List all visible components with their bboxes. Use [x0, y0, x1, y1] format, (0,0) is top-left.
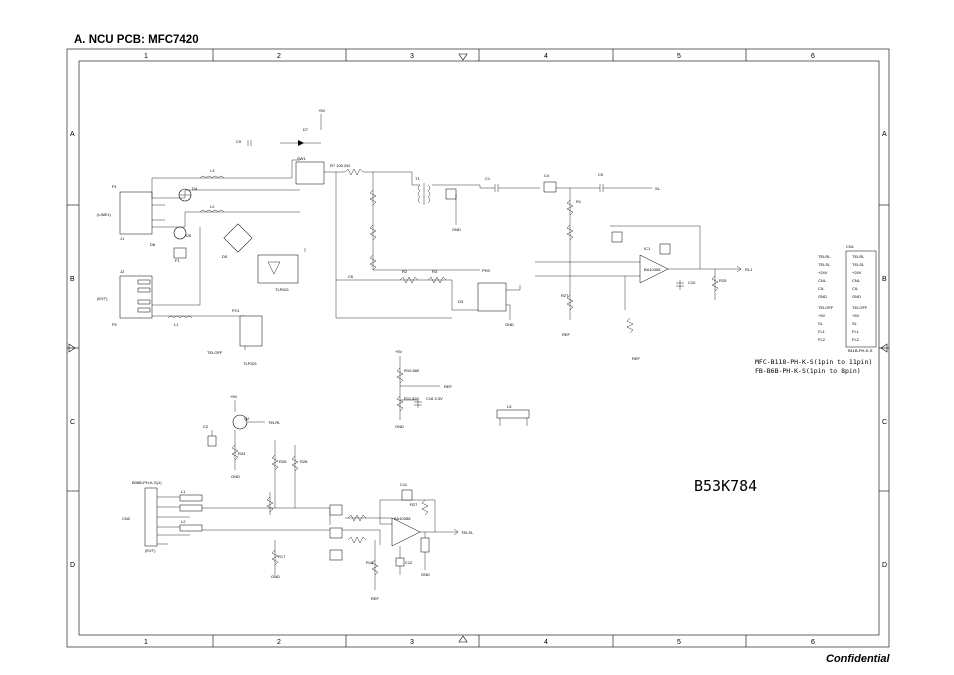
signal-path-top	[480, 172, 661, 262]
bridge-rectifier	[222, 224, 305, 292]
pc1-opto	[207, 308, 262, 366]
svg-text:C10: C10	[688, 280, 696, 285]
svg-text:REF: REF	[371, 596, 379, 601]
svg-text:GND: GND	[271, 574, 280, 579]
svg-text:TELSL: TELSL	[852, 262, 865, 267]
col-4-bottom: 4	[544, 639, 548, 646]
column-labels	[144, 53, 815, 646]
svg-text:CN2: CN2	[122, 516, 131, 521]
row-d-left: D	[70, 562, 76, 569]
page-title: A. NCU PCB: MFC7420	[74, 34, 199, 46]
outer-frame	[67, 49, 889, 647]
svg-text:R3: R3	[432, 269, 438, 274]
col-5-bottom: 5	[677, 639, 681, 646]
row-d-right: D	[882, 562, 888, 569]
svg-text:SW1: SW1	[297, 156, 306, 161]
svg-text:FL2: FL2	[818, 337, 825, 342]
svg-text:(EXT): (EXT)	[97, 296, 108, 301]
svg-text:D4: D4	[192, 186, 198, 191]
cn1-connector	[818, 244, 876, 353]
svg-text:C2: C2	[203, 424, 209, 429]
svg-text:L3: L3	[210, 168, 215, 173]
svg-text:TELOFF: TELOFF	[818, 305, 834, 310]
d6-surge-icon	[174, 227, 186, 239]
q2-transistor-area	[203, 394, 281, 479]
svg-text:FL1: FL1	[852, 329, 859, 334]
svg-text:R10 680: R10 680	[404, 368, 420, 373]
line-connector-j1	[97, 184, 165, 241]
svg-text:C16 3.3V: C16 3.3V	[426, 396, 443, 401]
connector-note-2: FB-B6B-PH-K-S(1pin to 8pin)	[755, 367, 861, 375]
svg-text:TLP321: TLP321	[243, 361, 258, 366]
svg-text:(LINE1): (LINE1)	[97, 212, 111, 217]
svg-text:TELSL: TELSL	[461, 530, 474, 535]
l1-coil-icon	[168, 316, 192, 318]
svg-text:TELSL: TELSL	[818, 262, 831, 267]
center-mark-top	[459, 54, 467, 60]
svg-text:TELRL: TELRL	[268, 420, 281, 425]
svg-text:CNL: CNL	[818, 278, 827, 283]
svg-text:GND: GND	[452, 227, 461, 232]
svg-text:RL1: RL1	[745, 267, 753, 272]
col-5-top: 5	[677, 53, 681, 60]
svg-text:FL2: FL2	[852, 337, 859, 342]
svg-text:REF: REF	[562, 332, 570, 337]
svg-text:REF: REF	[444, 384, 452, 389]
svg-text:C5: C5	[598, 172, 604, 177]
svg-text:+24V: +24V	[818, 270, 828, 275]
col-3-top: 3	[410, 53, 414, 60]
d7-diode-icon	[298, 140, 304, 146]
l2-coil-icon	[200, 210, 224, 212]
svg-text:+5V: +5V	[230, 394, 238, 399]
svg-text:TLP621: TLP621	[275, 287, 290, 292]
svg-text:P1: P1	[112, 184, 117, 189]
row-a-left: A	[70, 131, 75, 138]
svg-text:C9: C9	[236, 139, 242, 144]
svg-text:TELRL: TELRL	[818, 254, 831, 259]
connector-notes	[755, 358, 872, 375]
col-6-bottom: 6	[811, 639, 815, 646]
svg-text:D5: D5	[222, 254, 228, 259]
row-a-right: A	[882, 131, 887, 138]
row-c-right: C	[882, 419, 888, 426]
svg-text:SL: SL	[655, 186, 660, 191]
svg-text:R27: R27	[561, 293, 569, 298]
svg-text:D3: D3	[458, 299, 464, 304]
svg-text:CIL: CIL	[818, 286, 825, 291]
svg-text:J2: J2	[120, 269, 125, 274]
svg-text:C4: C4	[544, 173, 550, 178]
svg-text:L1: L1	[174, 322, 179, 327]
svg-text:SL: SL	[818, 321, 823, 326]
svg-text:BA10358: BA10358	[644, 267, 661, 272]
svg-text:+5V: +5V	[818, 313, 826, 318]
svg-text:L2: L2	[181, 519, 186, 524]
hook-switch-area	[236, 108, 412, 184]
row-b-left: B	[70, 276, 75, 283]
ic-amp-lower	[330, 482, 474, 601]
board-code: B53K784	[694, 477, 758, 495]
col-1-top: 1	[144, 53, 148, 60]
svg-text:TELOFF: TELOFF	[852, 305, 868, 310]
svg-text:R24: R24	[238, 451, 246, 456]
row-b-right: B	[882, 276, 887, 283]
svg-text:L5: L5	[507, 404, 512, 409]
svg-text:PC1: PC1	[232, 308, 240, 313]
r7-resistor-icon	[345, 169, 363, 175]
handset-bus	[202, 440, 380, 579]
ph3-photocoupler	[336, 172, 520, 327]
col-6-top: 6	[811, 53, 815, 60]
connector-note-1: MFC-B118-PH-K-S(1pin to 11pin)	[755, 358, 873, 366]
svg-text:R2: R2	[402, 269, 408, 274]
svg-text:BA10358: BA10358	[394, 516, 411, 521]
svg-text:T1: T1	[415, 176, 420, 181]
svg-text:D5: D5	[186, 233, 192, 238]
sw1-relay	[296, 162, 324, 184]
frame-ticks	[67, 49, 889, 647]
svg-text:GND: GND	[852, 294, 861, 299]
svg-text:R18: R18	[366, 560, 374, 565]
svg-text:IC1: IC1	[644, 246, 651, 251]
svg-text:+5V: +5V	[852, 313, 860, 318]
svg-text:TELRL: TELRL	[852, 254, 865, 259]
svg-text:CIL: CIL	[852, 286, 859, 291]
svg-text:L2: L2	[210, 204, 215, 209]
svg-text:F1: F1	[175, 258, 180, 263]
svg-text:GND: GND	[395, 424, 404, 429]
svg-text:C11: C11	[400, 482, 408, 487]
col-1-bottom: 1	[144, 639, 148, 646]
col-2-top: 2	[277, 53, 281, 60]
tlp621-optocoupler	[258, 255, 298, 283]
col-2-bottom: 2	[277, 639, 281, 646]
resistor-ladder	[370, 172, 480, 270]
svg-text:R28: R28	[300, 459, 308, 464]
svg-text:(EXT): (EXT)	[145, 548, 156, 553]
col-3-bottom: 3	[410, 639, 414, 646]
f1-fuse-icon	[174, 248, 186, 258]
confidential-footer: Confidential	[826, 653, 890, 665]
svg-text:C1: C1	[485, 176, 491, 181]
reference-divider	[395, 349, 453, 429]
svg-text:PH3: PH3	[482, 268, 490, 273]
inner-frame	[79, 61, 879, 635]
ic1-opamp	[535, 226, 753, 361]
ext-connector-j2	[97, 269, 152, 327]
svg-text:FL1: FL1	[818, 329, 825, 334]
svg-text:C6: C6	[348, 274, 354, 279]
row-labels	[70, 131, 887, 569]
l5-ferrite	[497, 404, 529, 426]
col-4-top: 4	[544, 53, 548, 60]
svg-text:R7 100 2W: R7 100 2W	[330, 163, 351, 168]
svg-text:Q2: Q2	[244, 416, 250, 421]
svg-text:J1: J1	[120, 236, 125, 241]
center-mark-bottom	[459, 636, 467, 642]
svg-text:GND: GND	[421, 572, 430, 577]
svg-text:C12: C12	[405, 560, 413, 565]
l3-coil-icon	[200, 176, 224, 178]
svg-text:D7: D7	[303, 127, 309, 132]
svg-text:CNL: CNL	[852, 278, 861, 283]
svg-text:R11 820: R11 820	[404, 396, 419, 401]
svg-text:+5V: +5V	[318, 108, 326, 113]
svg-text:+24V: +24V	[852, 270, 862, 275]
line-transformer	[412, 172, 480, 232]
svg-text:+5V: +5V	[395, 349, 403, 354]
svg-text:SL: SL	[852, 321, 857, 326]
cn2-connector	[122, 480, 202, 553]
svg-text:P2: P2	[112, 322, 117, 327]
svg-text:R17: R17	[278, 554, 286, 559]
svg-text:GND: GND	[818, 294, 827, 299]
svg-text:B08B-PH-K-S(1): B08B-PH-K-S(1)	[132, 480, 162, 485]
svg-text:B11B-PH-K-S: B11B-PH-K-S	[848, 348, 873, 353]
svg-text:R27: R27	[410, 502, 418, 507]
svg-text:GND: GND	[231, 474, 240, 479]
svg-text:REF: REF	[632, 356, 640, 361]
svg-text:R1: R1	[576, 199, 582, 204]
svg-text:R26: R26	[279, 459, 287, 464]
svg-text:TELOFF: TELOFF	[207, 350, 223, 355]
svg-text:GND: GND	[505, 322, 514, 327]
row-c-left: C	[70, 419, 76, 426]
svg-text:D6: D6	[150, 242, 156, 247]
svg-text:R25: R25	[719, 278, 727, 283]
svg-text:CN1: CN1	[846, 244, 855, 249]
svg-text:L1: L1	[181, 489, 186, 494]
